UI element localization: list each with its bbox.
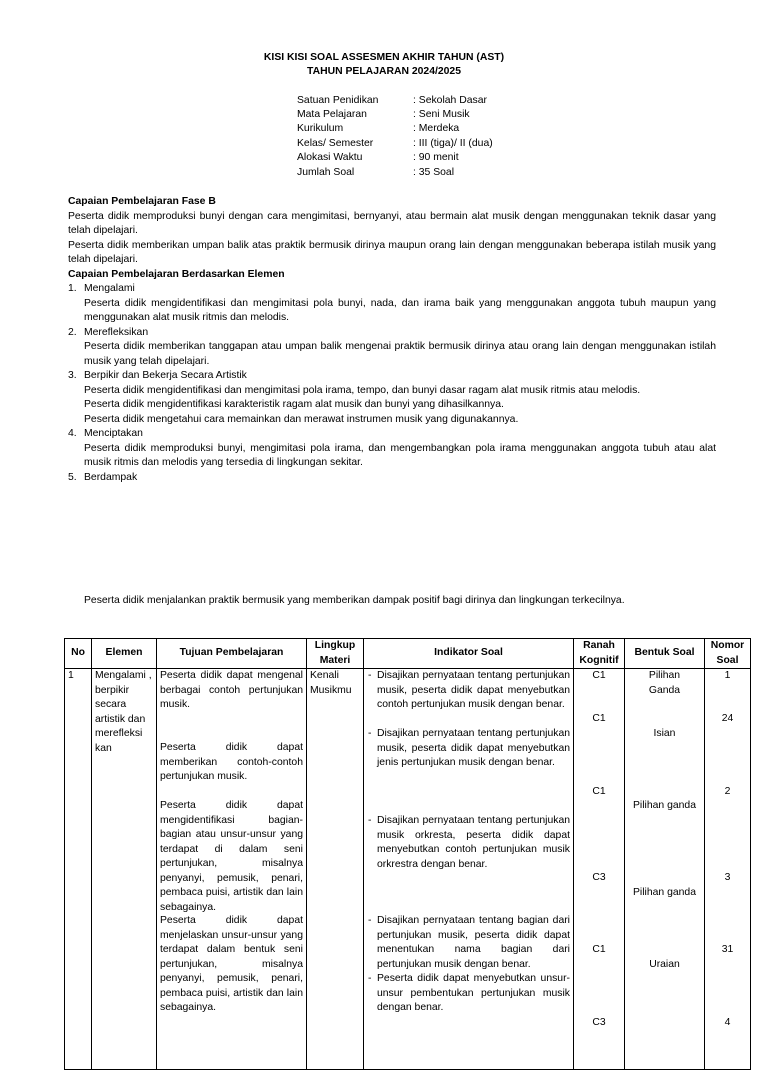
tujuan-item: Peserta didik dapat menjelaskan unsur-unsur yang terdapat dalam bentuk seni pertunjukan, misalnya penyanyi, pemusik, penari, pembaca puisi, artistik dan lain sebagainya. — [160, 915, 303, 1013]
header-elemen: Elemen — [92, 639, 157, 669]
dash-bullet: - — [368, 670, 372, 681]
cp-fase-b-paragraph: Peserta didik memproduksi bunyi dengan cara mengimitasi, bernyanyi, atau bermain alat musik dengan menggunakan teknik dasar yang telah dipelajari. — [68, 210, 716, 236]
bentuk-value: Isian — [653, 728, 676, 739]
tujuan-item: Peserta didik dapat mengenal berbagai contoh pertunjukan musik. — [160, 670, 303, 710]
list-item — [68, 471, 716, 486]
indikator-text: Disajikan pernyataan tentang pertunjukan musik, peserta didik dapat menyebutkan contoh pertunjukan musik dengan benar. — [377, 670, 570, 710]
cell-elemen: Mengalami , berpikir secara artistik dan merefleksi kan — [92, 669, 157, 1070]
indikator-text: Peserta didik dapat menyebutkan unsur-unsur pembentukan pertunjukan musik dengan benar. — [377, 973, 570, 1013]
list-item — [68, 369, 716, 427]
meta-value: : 35 Soal — [413, 167, 455, 178]
meta-value: : Seni Musik — [413, 109, 470, 120]
ranah-value: C1 — [592, 713, 606, 724]
cp-fase-b-paragraph: Peserta didik memberikan umpan balik atas praktik bermusik dirinya maupun orang lain dengan menggunakan beberapa istilah musik yang telah dipelajari. — [68, 239, 716, 265]
header-nomor — [705, 639, 751, 669]
indikator-item — [368, 669, 570, 713]
berdampak-description: Peserta didik menjalankan praktik bermusik yang memberikan dampak positif bagi dirinya dan lingkungan terkecilnya. — [84, 595, 625, 606]
indikator-item — [368, 814, 570, 872]
list-number: 5. — [68, 471, 77, 483]
nomor-value: 1 — [724, 670, 731, 681]
bentuk-value: Pilihan ganda — [633, 800, 696, 811]
elemen-list — [68, 282, 716, 485]
elemen-title: Merefleksikan — [84, 326, 149, 338]
cell-tujuan — [157, 669, 307, 1070]
elemen-title: Berdampak — [84, 471, 138, 483]
header-nomor-line: Nomor — [710, 640, 745, 651]
header-bentuk: Bentuk Soal — [625, 639, 705, 669]
header-nomor-line: Soal — [716, 654, 739, 666]
indikator-item — [368, 914, 570, 972]
dash-bullet: - — [368, 973, 372, 984]
ranah-value: C1 — [592, 786, 606, 797]
cell-nomor — [705, 669, 751, 1070]
cell-bentuk — [625, 669, 705, 1070]
cp-fase-b-heading: Capaian Pembelajaran Fase B — [68, 196, 216, 207]
elemen-title: Berpikir dan Bekerja Secara Artistik — [84, 370, 247, 381]
ranah-value: C3 — [592, 872, 606, 883]
header-ranah — [574, 639, 625, 669]
ranah-value: C1 — [592, 944, 606, 955]
nomor-value: 4 — [724, 1017, 731, 1028]
kisi-kisi-table — [64, 638, 751, 1070]
indikator-text: Disajikan pernyataan tentang pertunjukan musik orkresta, peserta didik dapat menyebutkan contoh pertunjukan musik orkrestra dengan benar. — [377, 815, 570, 870]
meta-value: : Merdeka — [413, 123, 460, 134]
header-lingkup — [307, 639, 364, 669]
tujuan-item: Peserta didik dapat memberikan contoh-contoh pertunjukan musik. — [160, 742, 303, 782]
cell-lingkup: Kenali Musikmu — [307, 669, 364, 1070]
indikator-item — [368, 972, 570, 1016]
meta-key: Mata Pelajaran — [297, 109, 367, 120]
header-lingkup-line: Materi — [319, 654, 351, 666]
meta-key: Jumlah Soal — [297, 167, 355, 178]
nomor-value: 24 — [721, 713, 734, 724]
header-lingkup-line: Lingkup — [314, 640, 356, 651]
document-title: KISI KISI SOAL ASSESMEN AKHIR TAHUN (AST) — [263, 52, 505, 63]
cell-indikator — [364, 669, 574, 1070]
list-number: 3. — [68, 370, 77, 381]
dash-bullet: - — [368, 815, 372, 826]
elemen-description: Peserta didik memproduksi bunyi, mengimitasi pola irama, dan mengembangkan pola irama menggunakan anggota tubuh atau alat musik ritmis dan melodis yang tersedia di lingkungan sekitar. — [84, 442, 716, 468]
list-number: 4. — [68, 428, 77, 439]
list-number: 2. — [68, 326, 77, 338]
dash-bullet: - — [368, 728, 372, 739]
cp-section — [68, 195, 716, 485]
document-subtitle: TAHUN PELAJARAN 2024/2025 — [307, 66, 461, 77]
meta-key: Satuan Penidikan — [297, 95, 379, 106]
elemen-description: Peserta didik mengidentifikasi dan mengimitasi pola bunyi, nada, dan irama baik yang menggunakan anggota tubuh maupun yang menggunakan alat musik ritmis dan melodis. — [84, 297, 716, 323]
elemen-title: Menciptakan — [84, 428, 143, 439]
list-item — [68, 326, 716, 370]
list-item — [68, 282, 716, 326]
cell-no: 1 — [65, 669, 92, 1070]
header-no: No — [65, 639, 92, 669]
elemen-title: Mengalami — [84, 283, 135, 294]
table-row — [65, 669, 751, 1070]
header-indikator: Indikator Soal — [364, 639, 574, 669]
indikator-item — [368, 727, 570, 771]
nomor-value: 2 — [724, 786, 731, 797]
nomor-value: 3 — [724, 872, 731, 883]
elemen-description: Peserta didik mengidentifikasi karakteristik ragam alat musik dan bunyi yang dihasilkannya. — [84, 399, 504, 410]
meta-value: : 90 menit — [413, 152, 459, 163]
header-ranah-line: Kognitif — [579, 654, 619, 666]
dash-bullet: - — [368, 915, 372, 926]
meta-key: Kelas/ Semester — [297, 138, 374, 149]
header-tujuan: Tujuan Pembelajaran — [157, 639, 307, 669]
indikator-text: Disajikan pernyataan tentang pertunjukan musik, peserta didik dapat menyebutkan jenis pertunjukan musik dengan benar. — [377, 728, 570, 768]
indikator-text: Disajikan pernyataan tentang bagian dari pertunjukan musik, peserta didik dapat menentukan nama bagian dari pertunjukan musik dengan benar. — [377, 915, 570, 970]
list-item — [68, 427, 716, 471]
bentuk-value: Uraian — [649, 959, 680, 970]
ranah-value: C1 — [592, 670, 606, 681]
elemen-description: Peserta didik memberikan tanggapan atau umpan balik mengenai praktik bermusik dirinya atau orang lain dengan menggunakan istilah musik yang telah dipelajari. — [84, 341, 716, 367]
list-number: 1. — [68, 283, 77, 294]
meta-key: Kurikulum — [297, 123, 344, 134]
nomor-value: 31 — [721, 944, 734, 955]
cp-elemen-heading: Capaian Pembelajaran Berdasarkan Elemen — [68, 268, 285, 280]
header-ranah-line: Ranah — [583, 640, 615, 651]
bentuk-value: Pilihan Ganda — [648, 670, 681, 696]
bentuk-value: Pilihan ganda — [633, 887, 696, 898]
ranah-value: C3 — [592, 1017, 606, 1028]
meta-key: Alokasi Waktu — [297, 152, 363, 163]
tujuan-item: Peserta didik dapat mengidentifikasi bagian-bagian atau unsur-unsur yang terdapat di dalam seni pertunjukan, misalnya penyanyi, pemusik, penari, pembaca puisi, artistik dan lain sebagainya. — [160, 800, 303, 913]
elemen-description: Peserta didik mengidentifikasi dan mengimitasi pola irama, tempo, dan bunyi dasar ragam alat musik ritmis atau melodis. — [84, 384, 641, 396]
meta-value: : Sekolah Dasar — [413, 95, 487, 106]
meta-value: : III (tiga)/ II (dua) — [413, 138, 493, 149]
cell-ranah — [574, 669, 625, 1070]
elemen-description: Peserta didik mengetahui cara memainkan dan merawat instrumen musik yang digunakannya. — [84, 413, 519, 425]
